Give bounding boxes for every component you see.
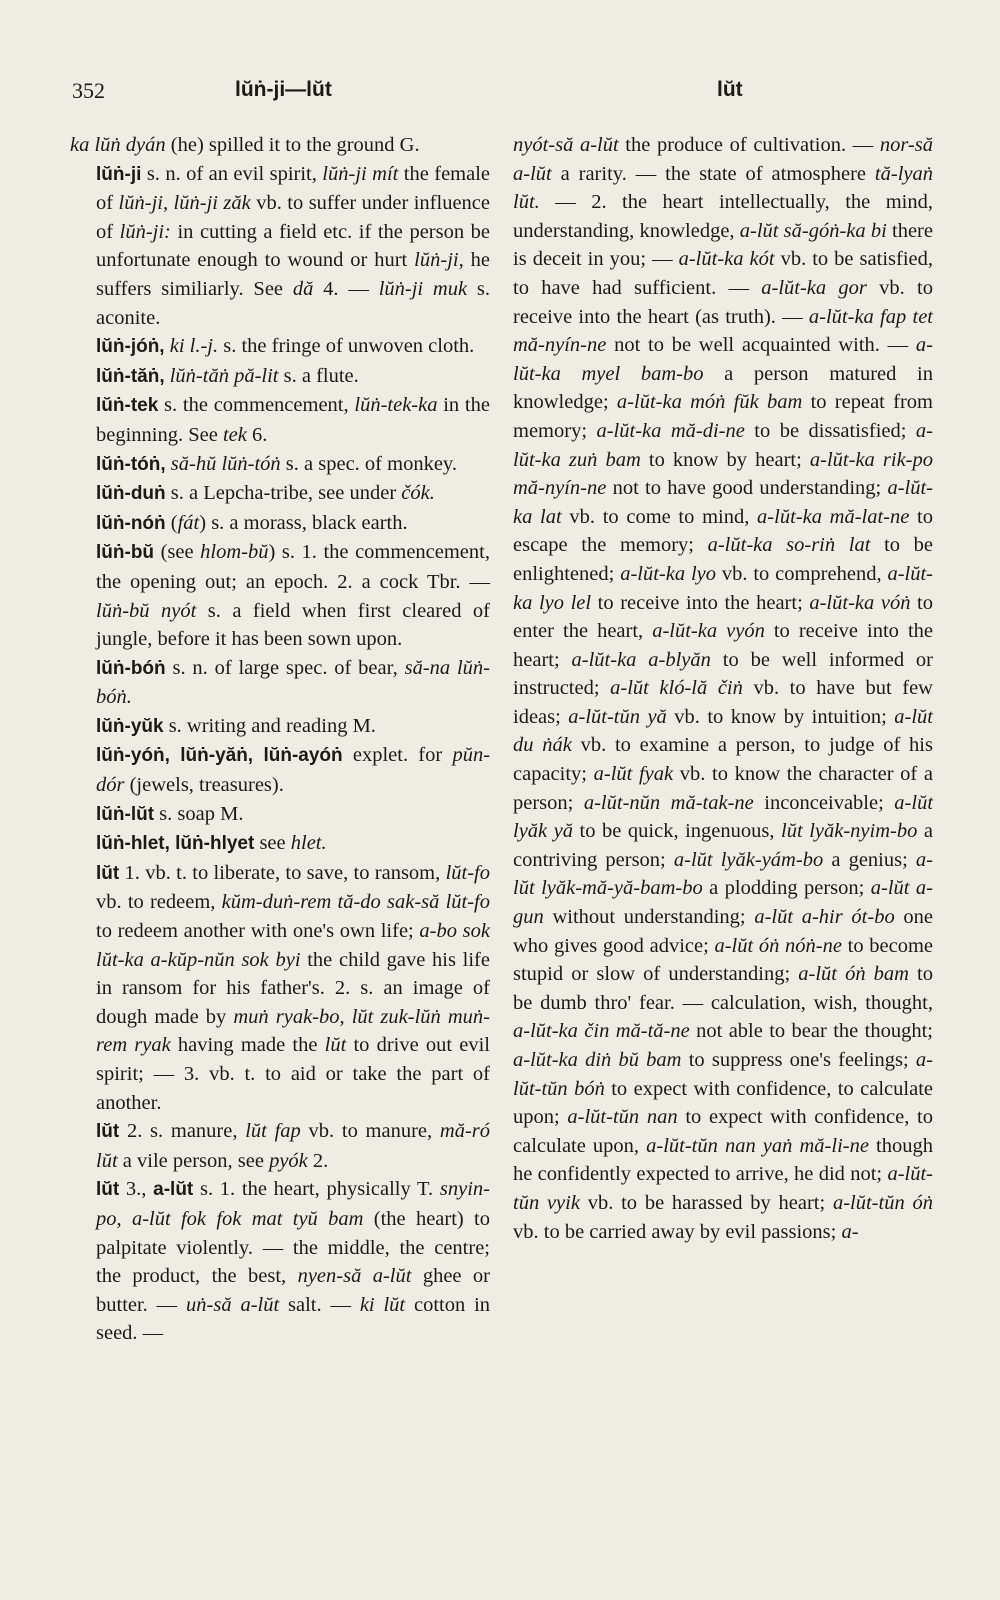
headword: lŭṅ-nóṅ bbox=[96, 512, 166, 534]
italic-term: a-lŭt-tŭn nan yaṅ mă-li-ne bbox=[646, 1134, 869, 1157]
dictionary-entry bbox=[70, 479, 490, 509]
italic-term: lŭṅ-tek-ka bbox=[354, 394, 438, 417]
definition-text: vb. to suffer under influence of bbox=[96, 192, 491, 243]
definition-text: (the heart) to palpitate violently. — the middle, the centre; the product, the best, bbox=[96, 1207, 490, 1288]
italic-term: pyók bbox=[269, 1149, 308, 1172]
dictionary-entry bbox=[70, 712, 490, 742]
italic-term: tă-lyaṅ lŭt. bbox=[513, 162, 933, 214]
definition-text: to redeem another with one's own life; bbox=[96, 920, 420, 943]
definition-text: s. the fringe of unwoven cloth. bbox=[218, 335, 475, 358]
definition-text: a person matured in knowledge; bbox=[513, 362, 933, 414]
definition-text: the child gave his life in ransom for his father's. 2. s. an image of dough made by bbox=[96, 948, 490, 1028]
definition-text: vb. to be harassed by heart; bbox=[579, 1191, 833, 1214]
italic-term: a-lŭt-ka gor bbox=[761, 276, 867, 299]
definition-text: vb. to be carried away by evil passions; bbox=[513, 1220, 842, 1243]
definition-text: not to have good understanding; bbox=[606, 477, 888, 500]
dictionary-entry bbox=[70, 332, 490, 362]
italic-term: snyin-po, a-lŭt fok fok mat tyŭ bam bbox=[96, 1178, 491, 1230]
definition-text: s. n. of an evil spirit, bbox=[141, 162, 323, 185]
headword: lŭṅ-duṅ bbox=[96, 483, 166, 505]
definition-text: (see bbox=[154, 541, 201, 564]
page-number: 352 bbox=[72, 78, 105, 103]
definition-text: a contriving person; bbox=[513, 820, 933, 871]
italic-term: a-lŭt-ka vóṅ bbox=[809, 591, 911, 614]
italic-term: a-lŭt fyak bbox=[593, 763, 674, 786]
italic-term: a-lŭt să-góṅ-ka bi bbox=[739, 219, 887, 242]
italic-term: a-lŭt du ṅák bbox=[513, 705, 933, 757]
italic-term: lŭt lyăk-nyim-bo bbox=[781, 820, 918, 843]
definition-text: s. aconite. bbox=[96, 277, 490, 329]
italic-term: a-lŭt-ka kót bbox=[678, 248, 775, 271]
definition-text: — 2. the heart intellectually, the mind, understanding, knowledge, bbox=[513, 191, 933, 242]
italic-term: mă-ró lŭt bbox=[96, 1120, 490, 1172]
italic-term: a-lŭt-ka fap tet mă-nyín-ne bbox=[513, 305, 933, 357]
italic-term: uṅ-să a-lŭt bbox=[186, 1293, 280, 1316]
headword: lŭṅ-tek bbox=[96, 395, 159, 417]
dictionary-entry bbox=[70, 509, 490, 539]
headword: lŭt bbox=[96, 1179, 120, 1201]
dictionary-entry bbox=[70, 800, 490, 830]
italic-term: a-lŭt-tŭn yă bbox=[568, 705, 667, 728]
italic-term: a-lŭt-ka lyo bbox=[620, 562, 716, 585]
definition-text: 3., bbox=[119, 1178, 154, 1201]
definition-text: ) s. 1. the commencement, the opening out; an epoch. 2. a cock Tbr. — bbox=[96, 541, 490, 593]
italic-term: să-na lŭṅ-bóṅ. bbox=[96, 656, 490, 709]
dictionary-entry bbox=[70, 829, 490, 859]
italic-term: nor-să a-lŭt bbox=[513, 134, 933, 185]
definition-text: to receive into the heart; bbox=[513, 620, 933, 671]
definition-text: salt. — bbox=[279, 1293, 360, 1316]
definition-text: s. soap M. bbox=[154, 802, 244, 825]
italic-term: lŭṅ-bŭ nyót bbox=[96, 599, 197, 622]
definition-text: a vile person, see bbox=[117, 1149, 270, 1172]
definition-text: vb. to examine a person, to judge of his capacity; bbox=[513, 734, 933, 786]
definition-text: s. the commencement, bbox=[158, 394, 355, 417]
definition-text: he suffers similiarly. See bbox=[96, 249, 490, 300]
definition-text: cotton in seed. — bbox=[96, 1293, 491, 1345]
dictionary-entry bbox=[70, 362, 490, 392]
headword: lŭṅ-yóṅ, lŭṅ-yăṅ, lŭṅ-ayóṅ bbox=[96, 745, 343, 767]
italic-term: a-lŭt lyăk yă bbox=[513, 791, 934, 843]
definition-text: vb. to know by intuition; bbox=[666, 705, 895, 728]
definition-text: (he) spilled it to the ground G. bbox=[165, 134, 420, 156]
page-header bbox=[70, 78, 950, 110]
definition-text: ghee or butter. — bbox=[96, 1265, 490, 1316]
definition-text: not able to bear the thought; bbox=[689, 1020, 933, 1043]
italic-term: kŭm-duṅ-rem tă-do sak-să lŭt-fo bbox=[221, 891, 491, 914]
dictionary-entry bbox=[70, 859, 490, 1117]
headword: a-lŭt bbox=[153, 1179, 194, 1201]
definition-text: to expect with confidence, to calculate upon; bbox=[513, 1077, 933, 1129]
definition-text: to expect with confidence, to calculate upon, bbox=[513, 1106, 933, 1157]
italic-term: a-lŭt-ka zuṅ bam bbox=[513, 419, 933, 471]
headword: lŭṅ-lŭt bbox=[96, 803, 155, 825]
italic-term: lŭt bbox=[324, 1034, 347, 1057]
italic-term: lŭt-fo bbox=[445, 861, 490, 884]
definition-text: to be enlightened; bbox=[513, 534, 934, 585]
italic-term: a-lŭt a-gun bbox=[513, 877, 934, 929]
italic-term: a-lŭt kló-lă čiṅ bbox=[610, 677, 743, 700]
definition-text: (jewels, treasures). bbox=[124, 774, 284, 797]
italic-term: ka lŭṅ dyán bbox=[70, 134, 166, 156]
definition-text: see bbox=[254, 832, 291, 855]
italic-term: a-lŭt-ka mă-di-ne bbox=[596, 419, 745, 442]
italic-term: a-lŭt-ka lat bbox=[513, 477, 933, 528]
definition-text: vb. to manure, bbox=[300, 1120, 440, 1143]
dictionary-entry bbox=[70, 391, 490, 449]
headword: lŭt bbox=[96, 862, 120, 884]
definition-text: a plodding person; bbox=[702, 877, 871, 900]
right-column bbox=[513, 131, 933, 1246]
running-head-right: lŭt bbox=[717, 78, 743, 101]
italic-term: a-lŭt-tŭn nan bbox=[567, 1106, 678, 1129]
italic-term: hlom-bŭ bbox=[200, 541, 269, 564]
italic-term: a-lŭt-ka myel bam-bo bbox=[513, 334, 933, 385]
definition-text: in the beginning. See bbox=[96, 394, 490, 446]
italic-term: a-lŭt óṅ bam bbox=[798, 963, 909, 986]
headword: lŭṅ-bŭ bbox=[96, 542, 155, 564]
italic-term: hlet. bbox=[290, 832, 327, 855]
definition-text: having made the bbox=[170, 1034, 325, 1057]
headword: lŭt bbox=[96, 1121, 120, 1143]
definition-text: the female of bbox=[96, 162, 491, 215]
definition-text: vb. to redeem, bbox=[96, 891, 222, 914]
definition-text: 2. s. manure, bbox=[119, 1120, 246, 1143]
italic-term: a-lŭt lyăk-mă-yă-bam-bo bbox=[513, 848, 933, 900]
italic-term: a-lŭt-ka vyón bbox=[652, 620, 765, 643]
italic-term: pŭn-dór bbox=[96, 744, 491, 797]
italic-term: a-lŭt-tŭn bóṅ bbox=[513, 1049, 933, 1100]
italic-term: a-lŭt-ka lyo lel bbox=[513, 562, 933, 614]
definition-text: to suppress one's feelings; bbox=[681, 1049, 916, 1071]
definition-text: vb. to know the character of a person; bbox=[513, 763, 933, 814]
italic-term: a-bo sok lŭt-ka a-kŭp-nŭn sok byi bbox=[96, 920, 490, 971]
italic-term: a-lŭt-tŭn óṅ bbox=[832, 1191, 933, 1214]
definition-text: explet. for bbox=[342, 744, 453, 767]
definition-text: not to be well acquainted with. — bbox=[606, 334, 916, 357]
dictionary-entry bbox=[70, 1117, 490, 1175]
definition-text: s. a spec. of monkey. bbox=[280, 452, 457, 475]
definition-text: s. writing and reading M. bbox=[163, 714, 376, 737]
definition-text: vb. to comprehend, bbox=[715, 562, 888, 585]
italic-term: ki lŭt bbox=[359, 1293, 406, 1316]
italic-term: lŭṅ-ji mít bbox=[322, 162, 399, 185]
definition-text: the produce of cultivation. — bbox=[618, 134, 880, 156]
dictionary-entry bbox=[70, 450, 490, 480]
dictionary-entry bbox=[70, 538, 490, 653]
definition-text: a genius; bbox=[823, 848, 916, 871]
dictionary-entry bbox=[70, 160, 490, 333]
headword: lŭṅ-ji bbox=[96, 163, 142, 185]
italic-term: a-lŭt-ka a-blyăn bbox=[571, 648, 711, 671]
italic-term: a-lŭt-tŭn vyik bbox=[513, 1163, 933, 1214]
definition-text: a rarity. — the state of atmosphere bbox=[551, 162, 875, 185]
italic-term: ki l.-j. bbox=[169, 335, 219, 358]
definition-text: vb. to receive into the heart (as truth). — bbox=[513, 276, 933, 328]
headword: lŭṅ-jóṅ, bbox=[96, 336, 165, 358]
italic-term: a-lŭt-ka mă-lat-ne bbox=[757, 505, 910, 528]
definition-text: to know by heart; bbox=[640, 448, 810, 471]
definition-text: s. a Lepcha-tribe, see under bbox=[165, 482, 402, 505]
definition-text: 1. vb. t. to liberate, to save, to ransom, bbox=[119, 861, 446, 884]
italic-term: nyen-să a-lŭt bbox=[297, 1265, 412, 1288]
definition-text: in cutting a field etc. if the person be unfortunate enough to wound or hurt bbox=[96, 220, 491, 272]
definition-text: to be quick, ingenuous, bbox=[573, 820, 782, 843]
definition-text: vb. to have but few ideas; bbox=[513, 677, 933, 728]
definition-text: there is deceit in you; — bbox=[513, 219, 933, 271]
definition-text: s. 1. the heart, physically T. bbox=[193, 1178, 440, 1201]
italic-term: čók. bbox=[401, 482, 435, 505]
italic-term: a-lŭt-ka čin mă-tă-ne bbox=[513, 1020, 690, 1043]
definition-text: to receive into the heart; bbox=[591, 591, 810, 614]
definition-text: to be dumb thro' fear. — calculation, wish, thought, bbox=[513, 963, 933, 1014]
headword: lŭṅ-tăṅ, bbox=[96, 365, 165, 387]
italic-term: a-lŭt lyăk-yám-bo bbox=[673, 848, 824, 871]
italic-term: a-lŭt-nŭn mă-tak-ne bbox=[583, 791, 754, 814]
headword: lŭṅ-yŭk bbox=[96, 715, 164, 737]
italic-term: lŭt fap bbox=[245, 1120, 301, 1143]
italic-term: a-lŭt óṅ nóṅ-ne bbox=[714, 934, 842, 957]
italic-term: muṅ ryak-bo, lŭt zuk-lŭṅ muṅ-rem ryak bbox=[96, 1005, 490, 1057]
dictionary-entry-continued bbox=[513, 131, 933, 1246]
definition-text: though he confidently expected to arrive, he did not; bbox=[513, 1134, 933, 1186]
dictionary-entry bbox=[70, 1175, 490, 1348]
definition-text: to be well informed or instructed; bbox=[513, 648, 934, 700]
italic-term: a-lŭt-ka so-riṅ lat bbox=[707, 534, 871, 557]
definition-text: vb. to come to mind, bbox=[561, 505, 758, 528]
italic-term: a-lŭt-ka móṅ fŭk bam bbox=[616, 391, 803, 414]
dictionary-entry bbox=[70, 741, 490, 799]
italic-term: a-lŭt-ka diṅ bŭ bam bbox=[513, 1049, 682, 1071]
definition-text: to drive out evil spirit; — 3. vb. t. to aid or take the part of another. bbox=[96, 1034, 490, 1114]
definition-text: to enter the heart, bbox=[513, 591, 933, 643]
definition-text: to repeat from memory; bbox=[513, 391, 933, 442]
definition-text: 4. — bbox=[313, 277, 379, 300]
dictionary-entry bbox=[70, 654, 490, 712]
definition-text: 2. bbox=[307, 1149, 329, 1172]
definition-text: without understanding; bbox=[543, 906, 755, 929]
definition-text: ( bbox=[165, 511, 178, 534]
dictionary-entry bbox=[70, 131, 490, 160]
italic-term: a-lŭt a-hir ót-bo bbox=[754, 906, 895, 929]
italic-term: lŭṅ-ji: bbox=[119, 220, 171, 243]
headword: lŭṅ-tóṅ, bbox=[96, 453, 166, 475]
definition-text: vb. to be satisfied, to have had sufficient. — bbox=[513, 248, 933, 299]
definition-text: s. n. of large spec. of bear, bbox=[165, 656, 405, 679]
definition-text: to escape the memory; bbox=[513, 505, 933, 557]
left-column bbox=[70, 131, 490, 1348]
italic-term: lŭṅ-ji muk bbox=[378, 277, 468, 300]
running-head-left: lŭṅ-ji—lŭt bbox=[235, 78, 332, 101]
headword: lŭṅ-hlet, lŭṅ-hlyet bbox=[96, 833, 255, 855]
definition-text: 6. bbox=[246, 423, 268, 446]
italic-term: lŭṅ-ji, lŭṅ-ji zăk bbox=[118, 192, 251, 215]
definition-text: ) s. a morass, black earth. bbox=[199, 511, 408, 534]
italic-term: a- bbox=[841, 1220, 859, 1243]
italic-term: lŭṅ-tăṅ pă-lit bbox=[169, 364, 279, 387]
italic-term: tek bbox=[222, 423, 247, 446]
definition-text: to become stupid or slow of understanding; bbox=[513, 934, 933, 986]
definition-text: inconceivable; bbox=[753, 791, 895, 814]
italic-term: nyót-să a-lŭt bbox=[513, 134, 619, 156]
definition-text: to be dissatisfied; bbox=[744, 419, 916, 442]
definition-text: s. a flute. bbox=[278, 364, 359, 387]
italic-term: să-hŭ lŭṅ-tóṅ bbox=[170, 452, 281, 475]
headword: lŭṅ-bóṅ bbox=[96, 657, 166, 679]
italic-term: a-lŭt-ka rik-po mă-nyín-ne bbox=[513, 448, 933, 500]
italic-term: dă bbox=[292, 277, 314, 300]
italic-term: fát bbox=[177, 511, 200, 534]
definition-text: one who gives good advice; bbox=[513, 906, 933, 957]
definition-text: s. a field when first cleared of jungle, before it has been sown upon. bbox=[96, 599, 490, 651]
italic-term: lŭṅ-ji, bbox=[414, 249, 464, 272]
